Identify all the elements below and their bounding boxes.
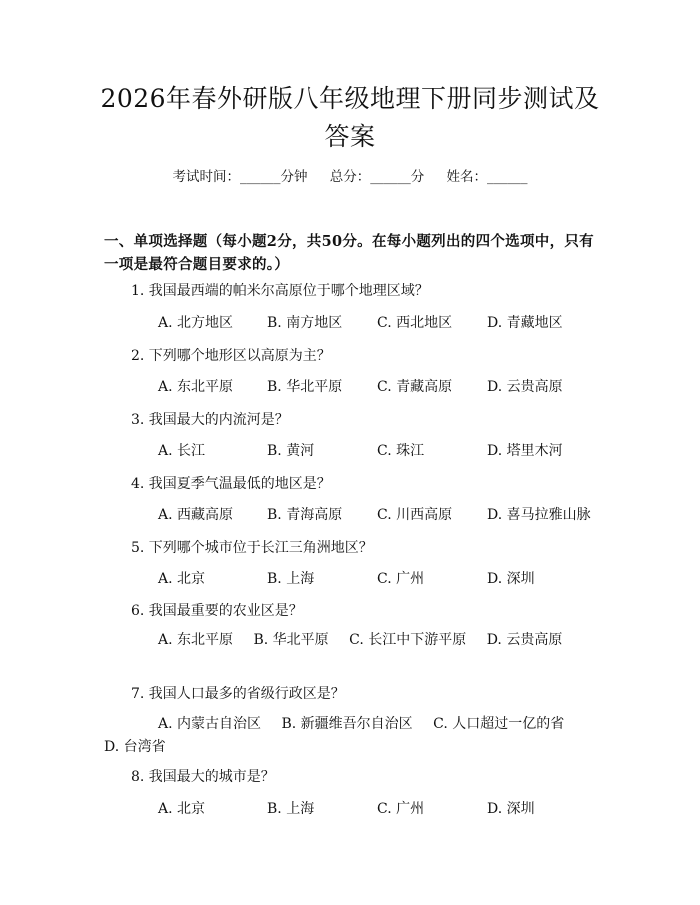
option-b: B. 上海 — [267, 801, 315, 817]
question-4: 4. 我国夏季气温最低的地区是？ — [131, 476, 331, 492]
option-c: C. 长江中下游平原 — [349, 632, 467, 648]
section-heading: 一、单项选择题（每小题2分，共50分。在每小题列出的四个选项中，只有一项是最符合题目要求的。） — [104, 233, 594, 273]
option-d: D. 深圳 — [487, 801, 535, 817]
question-8: 8. 我国最大的城市是？ — [131, 769, 275, 785]
option-c: C. 西北地区 — [377, 315, 453, 331]
question-1: 1. 我国最西端的帕米尔高原位于哪个地理区域？ — [131, 283, 429, 299]
question-6: 6. 我国最重要的农业区是？ — [131, 603, 303, 619]
option-d: D. 喜马拉雅山脉 — [487, 507, 591, 523]
title-line-1: 2026年春外研版八年级地理下册同步测试及 — [100, 84, 600, 113]
option-c: C. 广州 — [377, 571, 425, 587]
option-d: D. 塔里木河 — [487, 443, 563, 459]
question-7: 7. 我国人口最多的省级行政区是？ — [131, 686, 345, 702]
option-a: A. 长江 — [158, 443, 206, 459]
option-b: B. 黄河 — [267, 443, 315, 459]
option-b: B. 华北平原 — [267, 379, 343, 395]
option-a: A. 北京 — [158, 571, 206, 587]
question-2: 2. 下列哪个地形区以高原为主？ — [131, 348, 331, 364]
option-c: C. 川西高原 — [377, 507, 453, 523]
option-a: A. 西藏高原 — [158, 507, 234, 523]
total-score-field: 总分：______分 — [329, 169, 425, 185]
question-5: 5. 下列哪个城市位于长江三角洲地区？ — [131, 540, 373, 556]
exam-meta — [0, 166, 700, 188]
option-d: D. 云贵高原 — [487, 379, 563, 395]
option-b: B. 青海高原 — [267, 507, 343, 523]
option-c: C. 珠江 — [377, 443, 425, 459]
option-a: A. 内蒙古自治区 — [158, 716, 262, 732]
option-c: C. 广州 — [377, 801, 425, 817]
option-a: A. 北方地区 — [158, 315, 234, 331]
option-d: D. 云贵高原 — [486, 632, 563, 648]
option-d: D. 台湾省 — [104, 739, 166, 755]
option-d: D. 青藏地区 — [487, 315, 563, 331]
option-b: B. 华北平原 — [253, 632, 329, 648]
question-7-options — [104, 713, 594, 759]
document-title — [0, 80, 700, 156]
option-c: C. 人口超过一亿的省 — [433, 716, 565, 732]
option-d: D. 深圳 — [487, 571, 535, 587]
option-a: A. 东北平原 — [158, 379, 234, 395]
question-6-options — [104, 629, 594, 652]
option-a: A. 东北平原 — [158, 632, 234, 648]
option-a: A. 北京 — [158, 801, 206, 817]
question-3: 3. 我国最大的内流河是？ — [131, 412, 289, 428]
exam-time-field: 考试时间：______分钟 — [172, 169, 308, 185]
option-b: B. 上海 — [267, 571, 315, 587]
option-b: B. 南方地区 — [267, 315, 343, 331]
student-name-field: 姓名：______ — [446, 169, 528, 185]
option-b: B. 新疆维吾尔自治区 — [281, 716, 413, 732]
title-line-2: 答案 — [324, 122, 376, 151]
option-c: C. 青藏高原 — [377, 379, 453, 395]
